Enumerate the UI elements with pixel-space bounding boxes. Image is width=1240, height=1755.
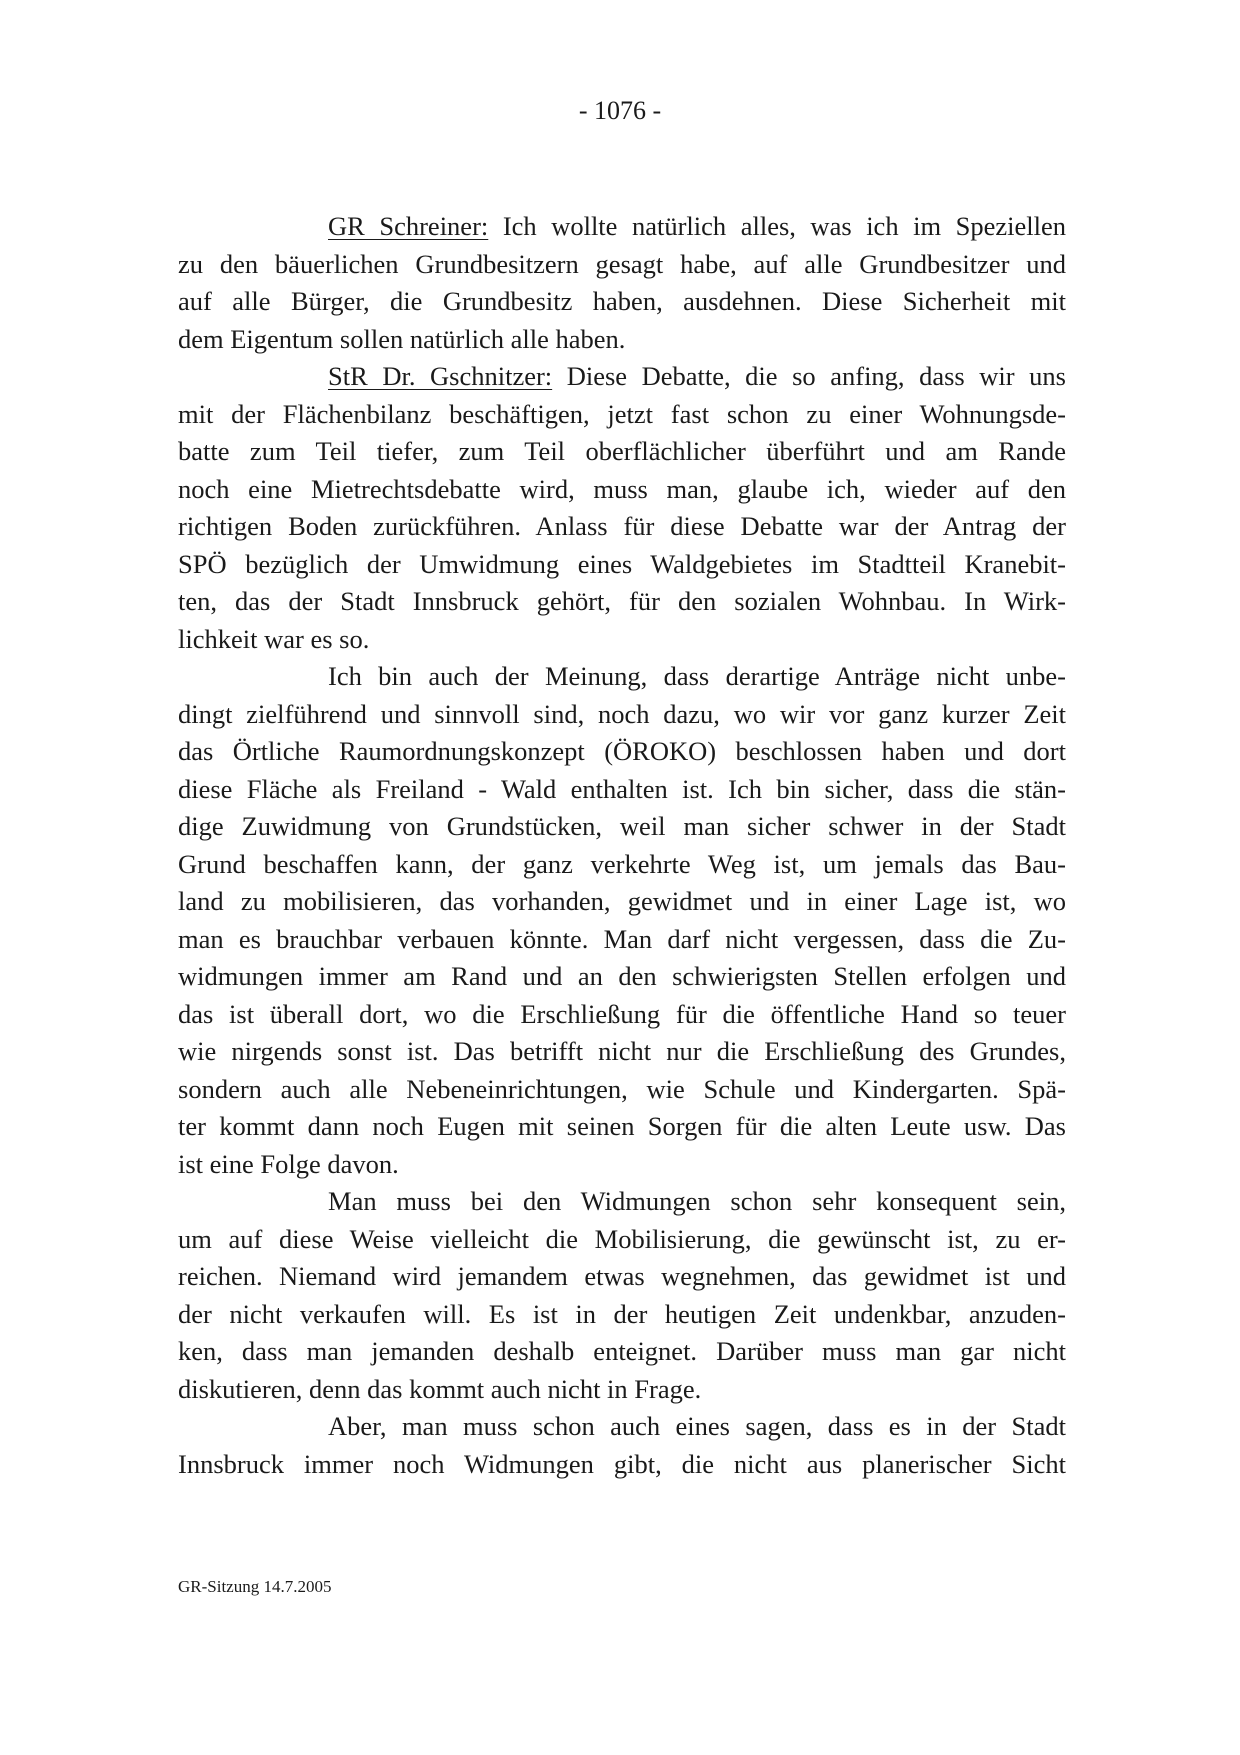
- line-text: dingt zielführend und sinnvoll sind, noch dazu, wo wir vor ganz kurzer Zeit: [178, 698, 1066, 729]
- line-text: Ich wollte natürlich alles, was ich im Speziellen: [502, 211, 1066, 241]
- line-text: wie nirgends sonst ist. Das betrifft nicht nur die Erschließung des Grundes,: [178, 1036, 1066, 1066]
- text-line: [178, 621, 1066, 659]
- text-line: [178, 396, 1066, 434]
- line-text: noch eine Mietrechtsdebatte wird, muss man, glaube ich, wieder auf den: [178, 473, 1066, 504]
- text-line: [178, 1071, 1066, 1109]
- paragraph: [178, 358, 1066, 658]
- text-line: [178, 471, 1066, 509]
- line-text: mit der Flächenbilanz beschäftigen, jetzt fast schon zu einer Wohnungsde-: [178, 398, 1066, 429]
- text-line: [178, 846, 1066, 884]
- speaker-name: StR Dr. Gschnitzer:: [328, 361, 553, 391]
- text-line: [178, 1333, 1066, 1371]
- line-text: ist eine Folge davon.: [178, 1148, 399, 1179]
- line-text: ten, das der Stadt Innsbruck gehört, für den sozialen Wohnbau. In Wirk-: [178, 586, 1066, 616]
- paragraph: [178, 208, 1066, 358]
- speaker-name: GR Schreiner:: [328, 211, 489, 241]
- line-text: dem Eigentum sollen natürlich alle haben.: [178, 323, 626, 354]
- text-line: [178, 283, 1066, 321]
- line-text: batte zum Teil tiefer, zum Teil oberflächlicher überführt und am Rande: [178, 436, 1066, 466]
- text-line: [178, 358, 1066, 396]
- line-text: dige Zuwidmung von Grundstücken, weil man sicher schwer in der Stadt: [178, 811, 1066, 841]
- page-number: - 1076 -: [578, 96, 662, 125]
- text-line: [178, 958, 1066, 996]
- text-line: [178, 508, 1066, 546]
- page-footer: GR-Sitzung 14.7.2005: [178, 1577, 332, 1596]
- text-line: [178, 1221, 1066, 1259]
- line-text: diese Fläche als Freiland - Wald enthalten ist. Ich bin sicher, dass die stän-: [178, 773, 1066, 804]
- line-text: ter kommt dann noch Eugen mit seinen Sorgen für die alten Leute usw. Das: [178, 1111, 1066, 1141]
- paragraph: [178, 658, 1066, 1183]
- line-text: auf alle Bürger, die Grundbesitz haben, ausdehnen. Diese Sicherheit mit: [178, 286, 1066, 316]
- line-text: Innsbruck immer noch Widmungen gibt, die nicht aus planerischer Sicht: [178, 1448, 1066, 1479]
- text-line: [178, 1258, 1066, 1296]
- line-text: widmungen immer am Rand und an den schwierigsten Stellen erfolgen und: [178, 961, 1066, 991]
- text-line: [178, 771, 1066, 809]
- line-text: Diese Debatte, die so anfing, dass wir uns: [566, 361, 1066, 391]
- text-line: [178, 883, 1066, 921]
- line-text: SPÖ bezüglich der Umwidmung eines Waldgebietes im Stadtteil Kranebit-: [178, 548, 1066, 579]
- text-line: [178, 1108, 1066, 1146]
- line-text: richtigen Boden zurückführen. Anlass für diese Debatte war der Antrag der: [178, 511, 1066, 541]
- text-line: [178, 208, 1066, 246]
- line-text: Aber, man muss schon auch eines sagen, dass es in der Stadt: [328, 1411, 1066, 1441]
- text-line: [178, 433, 1066, 471]
- text-line: [178, 1183, 1066, 1221]
- document-body: [178, 208, 1066, 1483]
- text-line: [178, 546, 1066, 584]
- text-line: [178, 696, 1066, 734]
- paragraph: [178, 1408, 1066, 1483]
- text-line: [178, 246, 1066, 284]
- text-line: [178, 1408, 1066, 1446]
- line-text: der nicht verkaufen will. Es ist in der heutigen Zeit undenkbar, anzuden-: [178, 1298, 1066, 1329]
- line-text: ken, dass man jemanden deshalb enteignet. Darüber muss man gar nicht: [178, 1336, 1066, 1366]
- line-text: reichen. Niemand wird jemandem etwas wegnehmen, das gewidmet ist und: [178, 1261, 1066, 1291]
- line-text: zu den bäuerlichen Grundbesitzern gesagt habe, auf alle Grundbesitzer und: [178, 248, 1066, 279]
- text-line: [178, 583, 1066, 621]
- line-text: Ich bin auch der Meinung, dass derartige Anträge nicht unbe-: [328, 661, 1066, 691]
- line-text: land zu mobilisieren, das vorhanden, gewidmet und in einer Lage ist, wo: [178, 886, 1066, 916]
- line-text: um auf diese Weise vielleicht die Mobilisierung, die gewünscht ist, zu er-: [178, 1223, 1066, 1254]
- text-line: [178, 996, 1066, 1034]
- text-line: [178, 808, 1066, 846]
- text-line: [178, 1146, 1066, 1184]
- text-line: [178, 733, 1066, 771]
- text-line: [178, 1446, 1066, 1484]
- text-line: [178, 658, 1066, 696]
- text-line: [178, 1371, 1066, 1409]
- text-line: [178, 321, 1066, 359]
- text-line: [178, 1296, 1066, 1334]
- line-text: lichkeit war es so.: [178, 623, 370, 654]
- line-text: das Örtliche Raumordnungskonzept (ÖROKO) beschlossen haben und dort: [178, 736, 1066, 766]
- line-text: Man muss bei den Widmungen schon sehr konsequent sein,: [328, 1186, 1066, 1216]
- text-line: [178, 1033, 1066, 1071]
- line-text: das ist überall dort, wo die Erschließung für die öffentliche Hand so teuer: [178, 998, 1066, 1029]
- paragraph: [178, 1183, 1066, 1408]
- line-text: man es brauchbar verbauen könnte. Man darf nicht vergessen, dass die Zu-: [178, 923, 1066, 954]
- text-line: [178, 921, 1066, 959]
- line-text: sondern auch alle Nebeneinrichtungen, wie Schule und Kindergarten. Spä-: [178, 1073, 1066, 1104]
- line-text: diskutieren, denn das kommt auch nicht in Frage.: [178, 1373, 702, 1404]
- line-text: Grund beschaffen kann, der ganz verkehrte Weg ist, um jemals das Bau-: [178, 848, 1066, 879]
